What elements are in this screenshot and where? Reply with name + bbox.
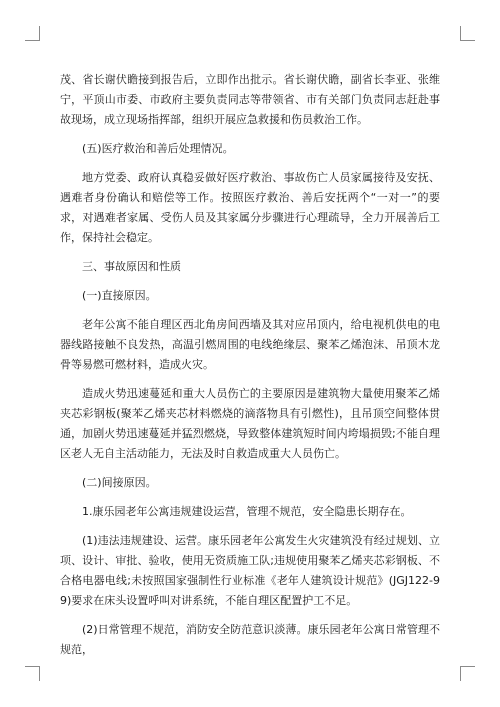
- crop-mark-bottom-right: [460, 666, 475, 681]
- paragraph: 1.康乐园老年公寓违规建设运营，管理不规范，安全隐患长期存在。: [82, 505, 412, 518]
- paragraph: 茂、省长谢伏瞻接到报告后，立即作出批示。省长谢伏瞻，副省长李亚、张维宁，平顶山市委、市政府主要负责同志等带领省、市有关部门负责同志赶赴事故现场，成立现场指挥部，组织开展应急救援和伤员救治工作。: [60, 73, 440, 126]
- crop-mark-top-left: [25, 26, 40, 41]
- paragraph: 地方党委、政府认真稳妥做好医疗救治、事故伤亡人员家属接待及安抚、遇难者身份确认和赔偿等工作。按照医疗救治、善后安抚两个“一对一”的要求，对遇难者家属、受伤人员及其家属分步骤进行心理疏导，全力开展善后工作，保持社会稳定。: [60, 171, 440, 244]
- crop-mark-top-right: [460, 26, 475, 41]
- subsection-heading: (二)间接原因。: [82, 476, 157, 489]
- paragraph: (五)医疗救治和善后处理情况。: [82, 142, 234, 155]
- paragraph: 老年公寓不能自理区西北角房间西墙及其对应吊顶内，给电视机供电的电器线路接触不良发热，高温引燃周围的电线绝缘层、聚苯乙烯泡沫、吊顶木龙骨等易燃可燃材料，造成火灾。: [60, 318, 440, 371]
- subsection-heading: (一)直接原因。: [82, 289, 157, 302]
- paragraph: (1)违法违规建设、运营。康乐园老年公寓发生火灾建筑没有经过规划、立项、设计、审批、验收，使用无资质施工队;违规使用聚苯乙烯夹芯彩钢板、不合格电器电线;未按照国家强制性行业标准《老年人建筑设计规范》(JGJ122-99)要求在床头设置呼叫对讲系统，不能自理区配置护工不足。: [60, 534, 440, 607]
- paragraph: 造成火势迅速蔓延和重大人员伤亡的主要原因是建筑物大量使用聚苯乙烯夹芯彩钢板(聚苯乙烯夹芯材料燃烧的滴落物具有引燃性)，且吊顶空间整体贯通，加剧火势迅速蔓延并猛烈燃烧，导致整体建筑短时间内垮塌损毁;不能自理区老人无自主活动能力，无法及时自救造成重大人员伤亡。: [60, 387, 440, 460]
- section-heading: 三、事故原因和性质: [82, 260, 181, 273]
- paragraph: (2)日常管理不规范，消防安全防范意识淡薄。康乐园老年公寓日常管理不规范，: [60, 623, 440, 656]
- document-body: [60, 70, 440, 669]
- crop-mark-bottom-left: [25, 666, 40, 681]
